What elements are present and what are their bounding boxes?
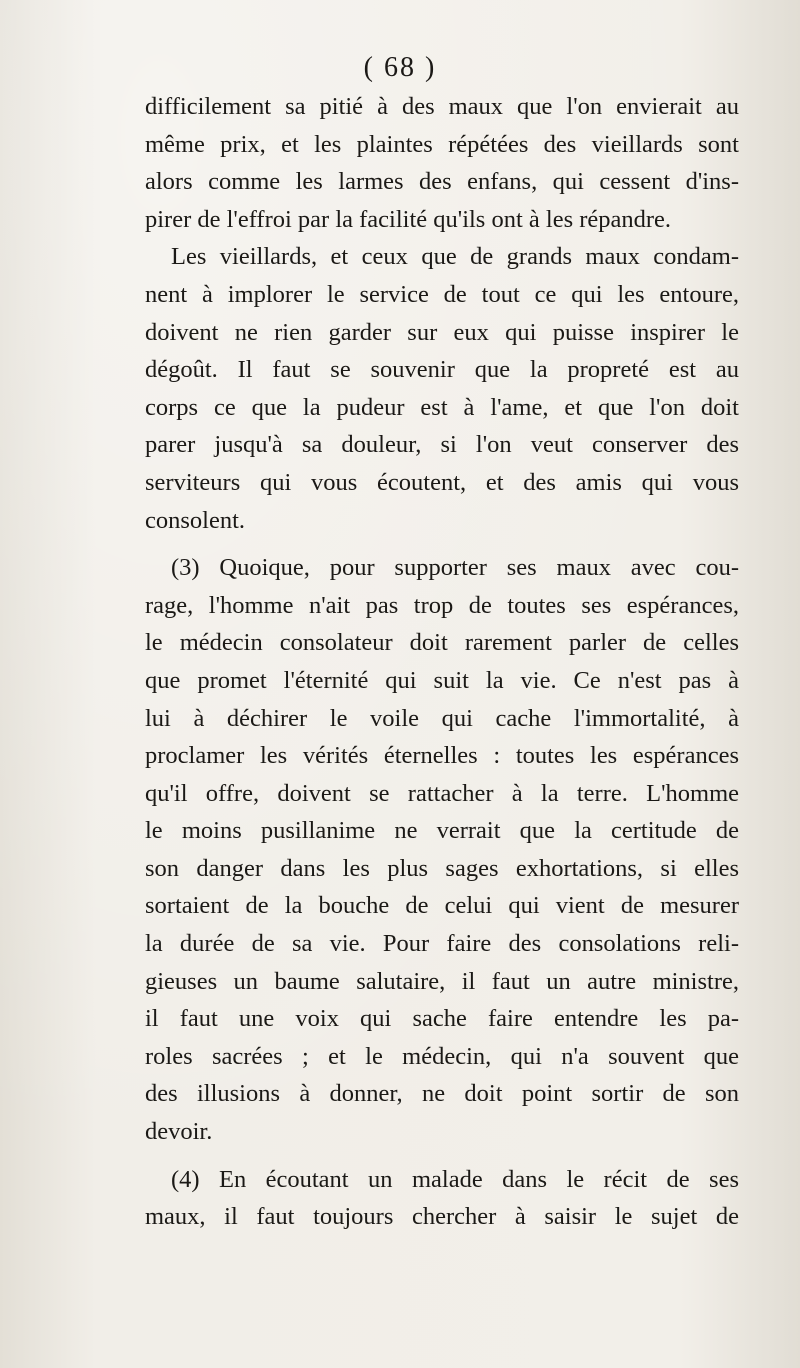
text-line: que promet l'éternité qui suit la vie. Ce n'est pas à [145, 666, 739, 694]
text-line: pirer de l'effroi par la facilité qu'ils ont à les répandre. [145, 205, 672, 233]
paragraph-gap [145, 1151, 739, 1161]
paragraph [145, 1161, 739, 1236]
text-line: gieuses un baume salutaire, il faut un autre ministre, [145, 967, 739, 995]
text-line: doivent ne rien garder sur eux qui puisse inspirer le [145, 318, 739, 346]
text-line: Les vieillards, et ceux que de grands maux condam- [171, 243, 739, 271]
paragraph [145, 88, 739, 238]
text-line: lui à déchirer le voile qui cache l'immortalité, à [145, 704, 739, 732]
text-line: maux, il faut toujours chercher à saisir le sujet de [145, 1203, 739, 1231]
text-line: même prix, et les plaintes répétées des vieillards sont [145, 130, 739, 158]
text-line: corps ce que la pudeur est à l'ame, et que l'on doit [145, 393, 739, 421]
page-number: ( 68 ) [363, 52, 437, 83]
text-line: son danger dans les plus sages exhortations, si elles [145, 854, 739, 882]
text-line: le moins pusillanime ne verrait que la certitude de [145, 817, 739, 845]
text-line: roles sacrées ; et le médecin, qui n'a souvent que [145, 1042, 739, 1070]
text-line: nent à implorer le service de tout ce qui les entoure, [145, 280, 739, 308]
text-line: il faut une voix qui sache faire entendre les pa- [145, 1005, 739, 1033]
text-line: serviteurs qui vous écoutent, et des amis qui vous [145, 468, 739, 496]
text-line: des illusions à donner, ne doit point sortir de son [145, 1080, 739, 1108]
paragraph-gap [145, 539, 739, 549]
text-line: proclamer les vérités éternelles : toutes les espérances [145, 742, 739, 770]
text-line: consolent. [145, 506, 246, 534]
paragraph [145, 238, 739, 539]
text-line: alors comme les larmes des enfans, qui cessent d'ins- [145, 168, 739, 196]
text-line: parer jusqu'à sa douleur, si l'on veut conserver des [145, 431, 739, 459]
text-line: (4) En écoutant un malade dans le récit de ses [171, 1165, 739, 1193]
text-line: qu'il offre, doivent se rattacher à la terre. L'homme [145, 779, 739, 807]
text-line: le médecin consolateur doit rarement parler de celles [145, 629, 739, 657]
paragraph [145, 549, 739, 1151]
text-line: la durée de sa vie. Pour faire des consolations reli- [145, 930, 739, 958]
text-line: devoir. [145, 1118, 213, 1146]
text-line: sortaient de la bouche de celui qui vient de mesurer [145, 892, 739, 920]
text-line: (3) Quoique, pour supporter ses maux avec cou- [171, 554, 739, 582]
text-line: dégoût. Il faut se souvenir que la propreté est au [145, 356, 739, 384]
text-line: rage, l'homme n'ait pas trop de toutes ses espérances, [145, 591, 739, 619]
text-line: difficilement sa pitié à des maux que l'on envierait au [145, 93, 739, 120]
body-text [145, 88, 739, 1236]
